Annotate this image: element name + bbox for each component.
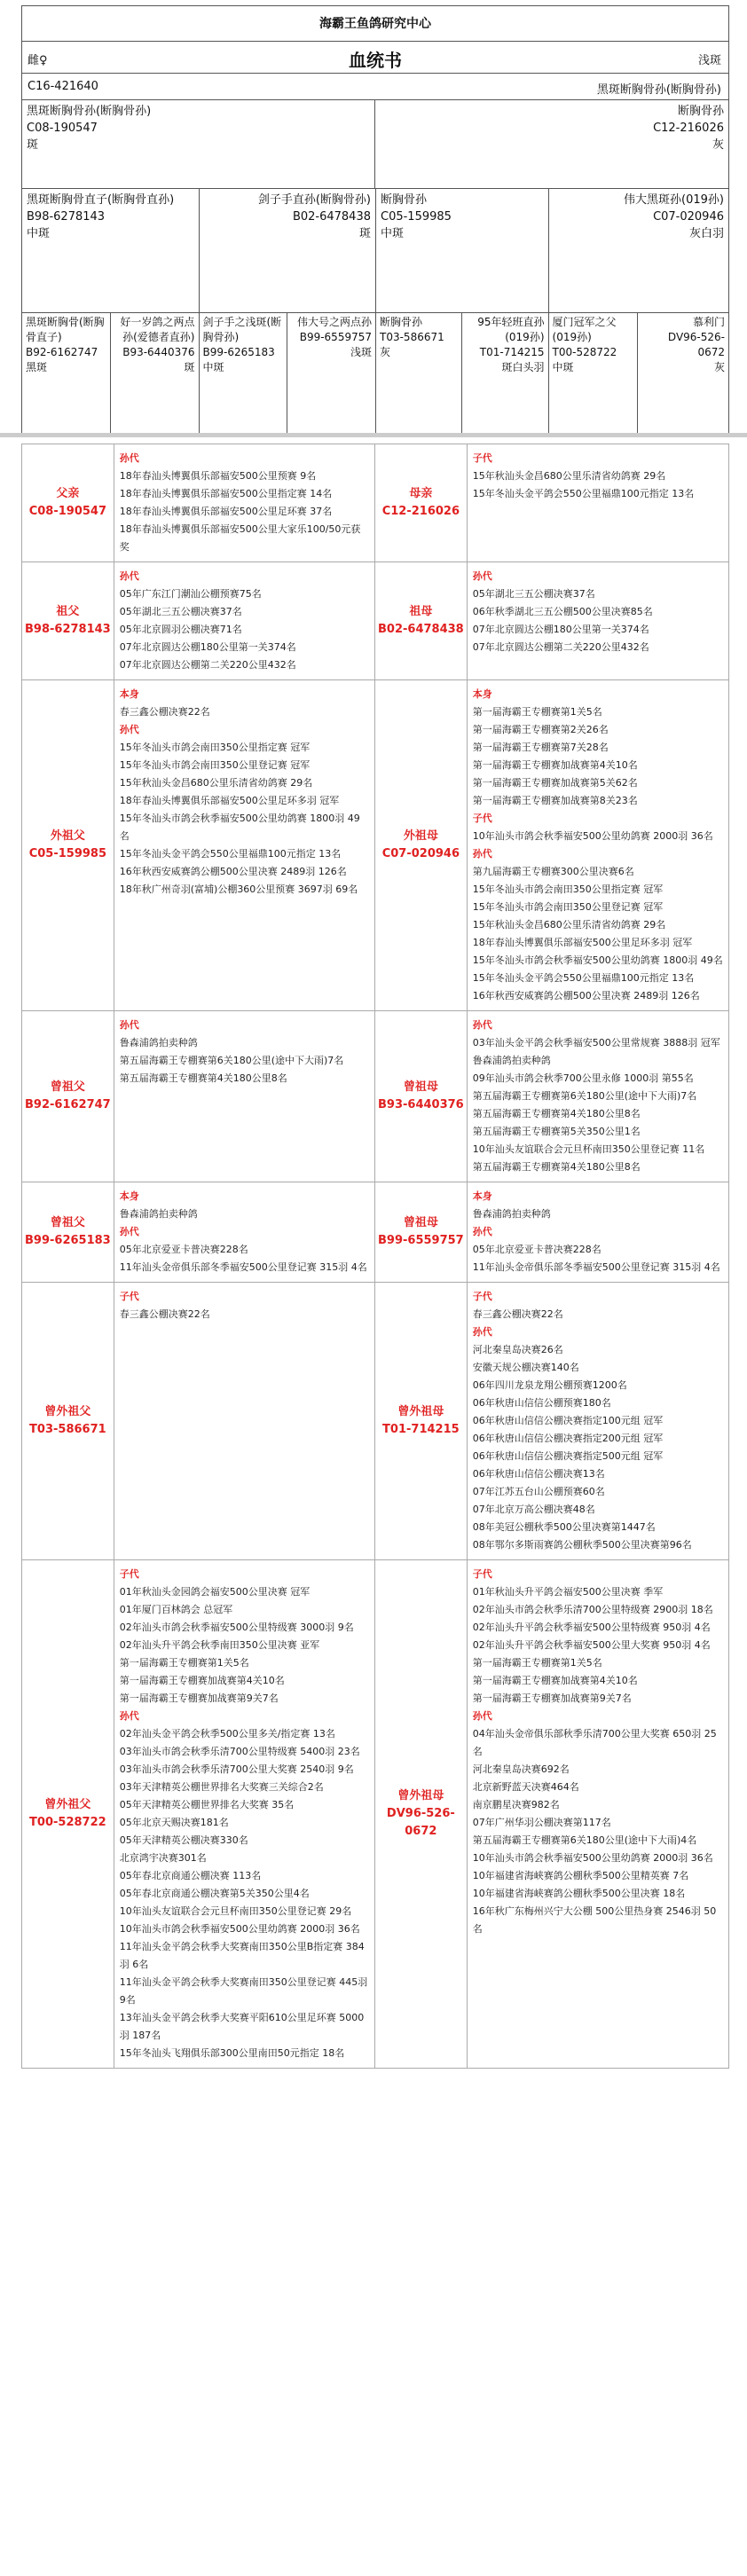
record-section-heading: 子代 xyxy=(472,813,492,824)
right-ancestor-label xyxy=(375,680,468,1010)
ancestor-ring: C07-020946 xyxy=(381,847,460,860)
record-line: 鲁森浦鸽拍卖种鸽 xyxy=(472,1055,551,1066)
ancestor-role: 曾外祖母 xyxy=(397,1789,444,1802)
pedigree-row xyxy=(22,1182,728,1283)
gen3-color: 斑 xyxy=(184,361,195,373)
left-ancestor-label xyxy=(22,1011,114,1182)
gen2-cell-1 xyxy=(200,189,377,312)
record-line: 07年江苏五台山公棚预赛60名 xyxy=(472,1486,605,1497)
record-line: 11年汕头金平鸽会秋季大奖赛南田350公里登记赛 445羽 9名 xyxy=(119,1976,368,2006)
ancestor-role: 曾祖父 xyxy=(50,1080,85,1094)
record-section-heading: 孙代 xyxy=(472,1710,492,1722)
record-line: 第五届海霸王专棚赛第4关180公里8名 xyxy=(472,1161,641,1173)
left-ancestor-records xyxy=(114,1182,375,1282)
gen3-ring: T01-714215 xyxy=(479,346,545,358)
bird-lineage: 黑斑断胸骨孙(断胸骨孙) xyxy=(596,83,721,97)
ancestor-ring: T01-714215 xyxy=(382,1423,460,1436)
dam-name: 断胸骨孙 xyxy=(677,105,724,118)
ancestor-ring: DV96-526-0672 xyxy=(386,1807,455,1838)
ancestor-ring: B92-6162747 xyxy=(25,1098,111,1111)
record-line: 05年北京爱亚卡普决赛228名 xyxy=(472,1244,602,1255)
gen2-cell-2 xyxy=(376,189,549,312)
ancestor-ring: C12-216026 xyxy=(381,505,460,518)
record-line: 05年湖北三五公棚决赛37名 xyxy=(472,588,595,600)
record-line: 07年北京万高公棚决赛48名 xyxy=(472,1504,595,1515)
record-line: 16年秋广东梅州兴宁大公棚 500公里热身赛 2546羽 50名 xyxy=(472,1905,717,1935)
record-line: 13年汕头金平鸽会秋季大奖赛平阳610公里足环赛 5000羽 187名 xyxy=(119,2012,365,2041)
gen3-ring: B92-6162747 xyxy=(26,346,98,358)
pedigree-row xyxy=(22,444,728,562)
record-line: 南京鹏星决赛982名 xyxy=(472,1799,560,1810)
gen3-cell-2 xyxy=(200,313,288,434)
gen3-cell-0 xyxy=(22,313,111,434)
pedigree-row xyxy=(22,562,728,680)
record-line: 10年汕头友谊联合会元旦杯南田350公里登记赛 29名 xyxy=(119,1905,352,1917)
record-line: 18年春汕头博翼俱乐部福安500公里足环多羽 冠军 xyxy=(119,795,340,806)
record-line: 02年汕头市鸽会秋季乐清700公里特级赛 2900羽 18名 xyxy=(472,1604,713,1615)
record-line: 第一届海霸王专棚赛第1关5名 xyxy=(119,1657,249,1669)
record-line: 第一届海霸王专棚赛加战赛第4关10名 xyxy=(119,1675,285,1686)
record-line: 05年北京爱亚卡普决赛228名 xyxy=(119,1244,248,1255)
ancestor-role: 父亲 xyxy=(56,487,80,500)
gen2-cell-3 xyxy=(549,189,728,312)
pedigree-certificate xyxy=(21,5,729,435)
ancestor-ring: T03-586671 xyxy=(29,1423,106,1436)
ancestor-role: 外祖父 xyxy=(50,829,85,843)
ancestor-ring: T00-528722 xyxy=(29,1816,106,1829)
gen3-name: 剑子手之浅斑(断胸骨孙) xyxy=(202,316,282,343)
record-line: 05年天津精英公棚决赛330名 xyxy=(119,1834,248,1846)
record-line: 10年福建省海峡赛鸽公棚秋季500公里精英赛 7名 xyxy=(472,1870,689,1881)
record-line: 第五届海霸王专棚赛第4关180公里8名 xyxy=(472,1108,641,1119)
record-line: 18年春汕头博翼俱乐部福安500公里指定赛 14名 xyxy=(119,488,333,499)
record-line: 04年汕头金帝俱乐部秋季乐清700公里大奖赛 650羽 25名 xyxy=(472,1728,717,1757)
record-section-heading: 孙代 xyxy=(119,1019,139,1031)
gen2-ring: B98-6278143 xyxy=(27,210,106,224)
ancestor-ring: C05-159985 xyxy=(28,847,107,860)
ancestor-ring: B02-6478438 xyxy=(378,623,464,636)
sire-color: 斑 xyxy=(27,138,39,152)
record-line: 05年北京圆羽公棚决赛71名 xyxy=(119,624,242,635)
right-ancestor-label xyxy=(375,1011,468,1182)
right-ancestor-records xyxy=(468,1011,728,1182)
record-line: 第一届海霸王专棚赛加战赛第9关7名 xyxy=(472,1692,632,1704)
record-line: 07年广州华羽公棚决赛第117名 xyxy=(472,1817,611,1828)
gen2-name: 伟大黑斑孙(019孙) xyxy=(624,193,724,207)
gen2-name: 剑子手直孙(断胸骨孙) xyxy=(257,193,371,207)
gen3-name: 厦门冠军之父(019孙) xyxy=(552,316,617,343)
ancestor-ring: B99-6265183 xyxy=(25,1234,111,1247)
bird-ring: C16-421640 xyxy=(28,80,98,93)
record-section-heading: 孙代 xyxy=(119,724,139,735)
dam-ring: C12-216026 xyxy=(653,122,724,135)
right-ancestor-label xyxy=(375,444,468,562)
record-line: 15年冬汕头市鸽会南田350公里登记赛 冠军 xyxy=(472,901,664,913)
record-line: 18年春汕头博翼俱乐部福安500公里大家乐100/50元获奖 xyxy=(119,523,361,553)
record-section-heading: 子代 xyxy=(472,1568,492,1580)
gen3-ring: T03-586671 xyxy=(380,331,444,343)
gen2-name: 断胸骨孙 xyxy=(381,193,428,207)
record-line: 09年汕头市鸽会秋季700公里永修 1000羽 第55名 xyxy=(472,1072,694,1084)
right-ancestor-records xyxy=(468,1182,728,1282)
record-line: 北京鸿宇决赛301名 xyxy=(119,1852,207,1864)
record-line: 06年秋唐山信信公棚决赛指定500元组 冠军 xyxy=(472,1450,664,1462)
record-line: 06年秋唐山信信公棚决赛指定200元组 冠军 xyxy=(472,1433,664,1444)
record-line: 15年冬汕头市鸽会秋季福安500公里幼鸽赛 1800羽 49名 xyxy=(472,954,723,966)
ancestor-role: 曾祖母 xyxy=(403,1080,438,1094)
record-line: 16年秋西安威赛鸽公棚500公里决赛 2489羽 126名 xyxy=(119,866,347,877)
left-ancestor-label xyxy=(22,680,114,1010)
right-ancestor-label xyxy=(375,1283,468,1559)
record-section-heading: 孙代 xyxy=(119,1226,139,1237)
gen3-cell-6 xyxy=(549,313,639,434)
ancestor-role: 曾祖母 xyxy=(403,1216,438,1229)
dam-cell xyxy=(375,100,728,188)
record-line: 15年冬汕头市鸽会南田350公里指定赛 冠军 xyxy=(472,884,664,895)
record-line: 07年北京圆达公棚第二关220公里432名 xyxy=(472,641,649,653)
generation-1 xyxy=(22,100,728,189)
ancestor-role: 母亲 xyxy=(409,487,433,500)
record-line: 第一届海霸王专棚赛加战赛第4关10名 xyxy=(472,759,638,771)
record-line: 08年鄂尔多斯雨赛鸽公棚秋季500公里决赛第96名 xyxy=(472,1539,692,1551)
record-section-heading: 子代 xyxy=(119,1568,139,1580)
record-line: 08年美冠公棚秋季500公里决赛第1447名 xyxy=(472,1521,656,1533)
record-line: 鲁森浦鸽拍卖种鸽 xyxy=(472,1208,551,1220)
record-section-heading: 孙代 xyxy=(472,1326,492,1338)
gen3-color: 黑斑 xyxy=(26,361,48,373)
record-line: 06年秋唐山信信公棚决赛指定100元组 冠军 xyxy=(472,1415,664,1426)
sire-cell xyxy=(22,100,375,188)
record-line: 05年天津精英公棚世界排名大奖赛 35名 xyxy=(119,1799,295,1810)
record-section-heading: 子代 xyxy=(119,1291,139,1302)
gen2-ring: C05-159985 xyxy=(381,210,452,224)
left-ancestor-label xyxy=(22,444,114,562)
record-section-heading: 本身 xyxy=(472,688,492,700)
gen3-color: 灰 xyxy=(380,346,391,358)
sire-name: 黑斑断胸骨孙(断胸骨孙) xyxy=(27,105,152,118)
record-line: 03年汕头金平鸽会秋季福安500公里常规赛 3888羽 冠军 xyxy=(472,1037,720,1048)
record-line: 10年福建省海峡赛鸽公棚秋季500公里决赛 18名 xyxy=(472,1888,686,1899)
record-line: 18年春汕头博翼俱乐部福安500公里预赛 9名 xyxy=(119,470,317,482)
record-line: 15年冬汕头市鸽会秋季福安500公里幼鸽赛 1800羽 49名 xyxy=(119,813,360,842)
left-ancestor-records xyxy=(114,1011,375,1182)
gen3-color: 中斑 xyxy=(552,361,574,373)
gen2-name: 黑斑断胸骨直子(断胸骨直孙) xyxy=(27,193,175,207)
gen3-name: 黑斑断胸骨(断胸骨直子) xyxy=(26,316,105,343)
sire-ring: C08-190547 xyxy=(27,122,98,135)
record-line: 07年北京圆达公棚180公里第一关374名 xyxy=(472,624,649,635)
record-line: 06年秋唐山信信公棚决赛13名 xyxy=(472,1468,605,1480)
record-line: 10年汕头市鸽会秋季福安500公里幼鸽赛 2000羽 36名 xyxy=(119,1923,360,1935)
record-line: 05年北京天赐决赛181名 xyxy=(119,1817,229,1828)
record-line: 第九届海霸王专棚赛300公里决赛6名 xyxy=(472,866,634,877)
gen2-ring: C07-020946 xyxy=(653,210,724,224)
left-ancestor-records xyxy=(114,1283,375,1559)
ancestor-role: 祖父 xyxy=(56,605,80,618)
record-line: 第五届海霸王专棚赛第6关180公里(途中下大雨)4名 xyxy=(472,1834,697,1846)
record-line: 春三鑫公棚决赛22名 xyxy=(119,1308,210,1320)
left-ancestor-records xyxy=(114,680,375,1010)
gen3-cell-4 xyxy=(376,313,462,434)
record-section-heading: 孙代 xyxy=(119,570,139,582)
record-line: 河北秦皇岛决赛26名 xyxy=(472,1344,563,1355)
right-ancestor-records xyxy=(468,1283,728,1559)
record-line: 11年汕头金平鸽会秋季大奖赛南田350公里B指定赛 384羽 6名 xyxy=(119,1941,365,1970)
record-line: 第一届海霸王专棚赛加战赛第8关23名 xyxy=(472,795,638,806)
gen3-name: 断胸骨孙 xyxy=(380,316,423,328)
record-section-heading: 本身 xyxy=(472,1190,492,1202)
record-line: 03年汕头市鸽会秋季乐清700公里特级赛 5400羽 23名 xyxy=(119,1746,360,1757)
record-line: 15年冬汕头金平鸽会550公里福鼎100元指定 13名 xyxy=(472,972,695,984)
record-line: 第一届海霸王专棚赛加战赛第9关7名 xyxy=(119,1692,279,1704)
ancestor-role: 祖母 xyxy=(409,605,433,618)
dam-color: 灰 xyxy=(712,138,724,152)
generation-3 xyxy=(22,313,728,434)
record-line: 07年北京圆达公棚180公里第一关374名 xyxy=(119,641,296,653)
record-line: 11年汕头金帝俱乐部冬季福安500公里登记赛 315羽 4名 xyxy=(119,1261,367,1273)
gen2-color: 斑 xyxy=(358,227,371,240)
record-line: 15年冬汕头金平鸽会550公里福鼎100元指定 13名 xyxy=(119,848,342,860)
gen3-name: 好一岁鸽之两点孙(爱德者直孙) xyxy=(120,316,195,343)
left-ancestor-records xyxy=(114,562,375,679)
record-section-heading: 本身 xyxy=(119,1190,139,1202)
gen2-color: 灰白羽 xyxy=(688,227,724,240)
record-line: 15年冬汕头金平鸽会550公里福鼎100元指定 13名 xyxy=(472,488,695,499)
record-line: 06年秋季湖北三五公棚500公里决赛85名 xyxy=(472,606,653,617)
pedigree-records-table xyxy=(21,444,729,2069)
ancestor-role: 曾祖父 xyxy=(50,1216,85,1229)
gender-label: 雌♀ xyxy=(28,54,48,67)
record-section-heading: 子代 xyxy=(472,1291,492,1302)
record-line: 10年汕头市鸽会秋季福安500公里幼鸽赛 2000羽 36名 xyxy=(472,1852,713,1864)
record-line: 06年秋唐山信信公棚预赛180名 xyxy=(472,1397,611,1409)
record-line: 02年汕头金平鸽会秋季500公里多关/指定赛 13名 xyxy=(119,1728,335,1740)
record-line: 第一届海霸王专棚赛加战赛第5关62名 xyxy=(472,777,638,789)
gen3-ring: DV96-526-0672 xyxy=(667,331,725,358)
record-line: 05年广东江门潮汕公棚预赛75名 xyxy=(119,588,262,600)
record-section-heading: 孙代 xyxy=(472,1019,492,1031)
record-line: 01年秋汕头升平鸽会福安500公里决赛 季军 xyxy=(472,1586,664,1598)
gen3-ring: T00-528722 xyxy=(552,346,617,358)
gen3-name: 慕利门 xyxy=(692,316,725,328)
right-ancestor-records xyxy=(468,1560,728,2068)
gen3-color: 中斑 xyxy=(202,361,224,373)
record-line: 第五届海霸王专棚赛第4关180公里8名 xyxy=(119,1072,287,1084)
record-line: 春三鑫公棚决赛22名 xyxy=(119,706,210,718)
ancestor-role: 曾外祖母 xyxy=(397,1405,444,1418)
gen3-cell-3 xyxy=(287,313,376,434)
record-line: 18年春汕头博翼俱乐部福安500公里足环赛 37名 xyxy=(119,506,333,517)
right-ancestor-label xyxy=(375,1560,468,2068)
right-ancestor-records xyxy=(468,444,728,562)
record-line: 北京新野蓝天决赛464名 xyxy=(472,1781,579,1793)
record-line: 第一届海霸王专棚赛加战赛第4关10名 xyxy=(472,1675,638,1686)
page-title: 血统书 xyxy=(349,50,402,71)
record-line: 第一届海霸王专棚赛第2关26名 xyxy=(472,724,609,735)
record-line: 06年四川龙泉龙翔公棚预赛1200名 xyxy=(472,1379,627,1391)
ancestor-role: 曾外祖父 xyxy=(44,1798,91,1811)
record-section-heading: 孙代 xyxy=(119,1710,139,1722)
pedigree-row xyxy=(22,1011,728,1182)
pedigree-row xyxy=(22,1283,728,1560)
gen3-color: 浅斑 xyxy=(350,346,372,358)
ancestor-ring: B98-6278143 xyxy=(25,623,111,636)
record-line: 15年秋汕头金昌680公里乐清省幼鸽赛 29名 xyxy=(472,919,666,931)
record-line: 10年汕头友谊联合会元旦杯南田350公里登记赛 11名 xyxy=(472,1143,705,1155)
record-line: 05年春北京商通公棚决赛第5关350公里4名 xyxy=(119,1888,310,1899)
record-line: 15年冬汕头市鸽会南田350公里指定赛 冠军 xyxy=(119,742,311,753)
gen3-ring: B93-6440376 xyxy=(122,346,195,358)
right-ancestor-label xyxy=(375,1182,468,1282)
gen3-ring: B99-6265183 xyxy=(202,346,275,358)
record-line: 02年汕头市鸽会秋季福安500公里特级赛 3000羽 9名 xyxy=(119,1622,354,1633)
left-ancestor-records xyxy=(114,444,375,562)
gen3-name: 95年轻班直孙(019孙) xyxy=(477,316,545,343)
ancestor-ring: B99-6559757 xyxy=(378,1234,464,1247)
record-line: 第五届海霸王专棚赛第5关350公里1名 xyxy=(472,1126,641,1137)
record-line: 18年春汕头博翼俱乐部福安500公里足环多羽 冠军 xyxy=(472,937,693,948)
pedigree-row xyxy=(22,680,728,1011)
record-section-heading: 孙代 xyxy=(472,1226,492,1237)
record-line: 15年冬汕头飞翔俱乐部300公里南田50元指定 18名 xyxy=(119,2047,345,2059)
ancestor-ring: C08-190547 xyxy=(28,505,107,518)
record-line: 第一届海霸王专棚赛第1关5名 xyxy=(472,1657,602,1669)
record-line: 15年冬汕头市鸽会南田350公里登记赛 冠军 xyxy=(119,759,311,771)
record-line: 安徽天规公棚决赛140名 xyxy=(472,1362,579,1373)
record-line: 河北秦皇岛决赛692名 xyxy=(472,1763,570,1775)
record-line: 16年秋西安威赛鸽公棚500公里决赛 2489羽 126名 xyxy=(472,990,700,1001)
gen2-color: 中斑 xyxy=(27,227,51,240)
record-line: 15年秋汕头金昌680公里乐清省幼鸽赛 29名 xyxy=(472,470,666,482)
gen3-color: 斑白头羽 xyxy=(501,361,545,373)
record-line: 11年汕头金帝俱乐部冬季福安500公里登记赛 315羽 4名 xyxy=(472,1261,720,1273)
title-row xyxy=(22,42,728,74)
left-ancestor-label xyxy=(22,1283,114,1559)
record-line: 春三鑫公棚决赛22名 xyxy=(472,1308,563,1320)
right-ancestor-records xyxy=(468,562,728,679)
record-line: 03年天津精英公棚世界排名大奖赛三关综合2名 xyxy=(119,1781,324,1793)
record-line: 鲁森浦鸽拍卖种鸽 xyxy=(119,1037,198,1048)
record-line: 第五届海霸王专棚赛第6关180公里(途中下大雨)7名 xyxy=(119,1055,344,1066)
gen3-cell-7 xyxy=(638,313,728,434)
right-ancestor-label xyxy=(375,562,468,679)
ring-row xyxy=(22,74,728,100)
record-line: 10年汕头市鸽会秋季福安500公里幼鸽赛 2000羽 36名 xyxy=(472,830,713,842)
record-line: 第一届海霸王专棚赛第7关28名 xyxy=(472,742,609,753)
gen3-color: 灰 xyxy=(713,361,725,373)
gen2-color: 中斑 xyxy=(381,227,405,240)
org-name: 海霸王鱼鸽研究中心 xyxy=(22,6,728,42)
record-section-heading: 孙代 xyxy=(472,848,492,860)
record-section-heading: 子代 xyxy=(472,452,492,464)
ancestor-ring: B93-6440376 xyxy=(378,1098,464,1111)
gen3-ring: B99-6559757 xyxy=(299,331,372,343)
record-section-heading: 孙代 xyxy=(472,570,492,582)
ancestor-role: 曾外祖父 xyxy=(44,1405,91,1418)
record-line: 15年秋汕头金昌680公里乐清省幼鸽赛 29名 xyxy=(119,777,313,789)
left-ancestor-records xyxy=(114,1560,375,2068)
gen2-cell-0 xyxy=(22,189,200,312)
record-section-heading: 本身 xyxy=(119,688,139,700)
gen3-name: 伟大号之两点孙 xyxy=(296,316,372,328)
color-label: 浅斑 xyxy=(697,54,721,67)
record-line: 01年秋汕头金园鸽会福安500公里决赛 冠军 xyxy=(119,1586,311,1598)
record-line: 02年汕头升平鸽会秋季福安500公里大奖赛 950羽 4名 xyxy=(472,1639,711,1651)
right-ancestor-records xyxy=(468,680,728,1010)
record-line: 02年汕头升平鸽会秋季福安500公里特级赛 950羽 4名 xyxy=(472,1622,711,1633)
left-ancestor-label xyxy=(22,562,114,679)
generation-2 xyxy=(22,189,728,313)
left-ancestor-label xyxy=(22,1560,114,2068)
record-line: 05年春北京商通公棚决赛 113名 xyxy=(119,1870,262,1881)
record-line: 18年秋广州奇羽(富埔)公棚360公里预赛 3697羽 69名 xyxy=(119,884,358,895)
record-section-heading: 孙代 xyxy=(119,452,139,464)
pedigree-row xyxy=(22,1560,728,2068)
record-line: 07年北京圆达公棚第二关220公里432名 xyxy=(119,659,296,671)
record-line: 05年湖北三五公棚决赛37名 xyxy=(119,606,242,617)
section-divider xyxy=(0,433,747,437)
record-line: 鲁森浦鸽拍卖种鸽 xyxy=(119,1208,198,1220)
ancestor-role: 外祖母 xyxy=(403,829,438,843)
left-ancestor-label xyxy=(22,1182,114,1282)
record-line: 02年汕头升平鸽会秋季南田350公里决赛 亚军 xyxy=(119,1639,320,1651)
record-line: 第一届海霸王专棚赛第1关5名 xyxy=(472,706,602,718)
record-line: 第五届海霸王专棚赛第6关180公里(途中下大雨)7名 xyxy=(472,1090,697,1102)
gen3-cell-1 xyxy=(111,313,200,434)
record-line: 01年厦门百林鸽会 总冠军 xyxy=(119,1604,233,1615)
gen3-cell-5 xyxy=(462,313,549,434)
gen2-ring: B02-6478438 xyxy=(292,210,371,224)
record-line: 03年汕头市鸽会秋季乐清700公里大奖赛 2540羽 9名 xyxy=(119,1763,354,1775)
